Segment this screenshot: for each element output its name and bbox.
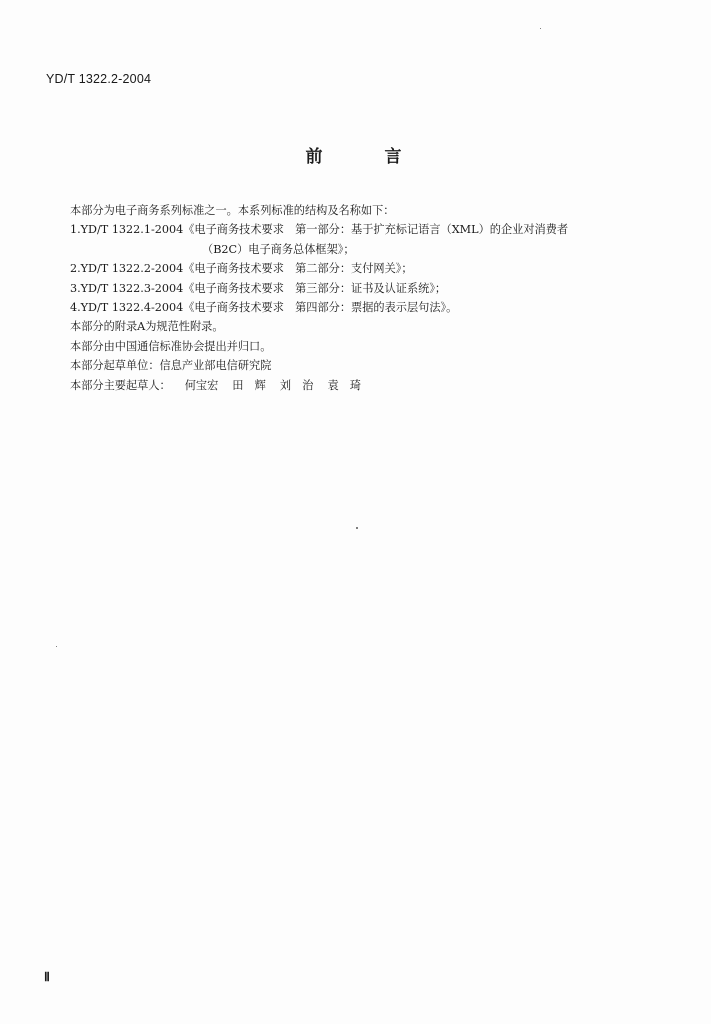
page-title: 前言 <box>305 147 464 167</box>
proposer-note: 本部分由中国通信标准协会提出并归口。 <box>70 339 272 353</box>
scan-speck <box>356 527 358 529</box>
drafter-name: 刘 治 <box>279 378 314 392</box>
drafters-line <box>70 376 670 395</box>
drafters-label: 本部分主要起草人： <box>70 378 171 392</box>
standard-item-3: 3.YD/T 1322.3-2004《电子商务技术要求 第三部分：证书及认证系统》； <box>70 281 447 295</box>
document-code: YD/T 1322.2-2004 <box>46 72 152 86</box>
scan-speck <box>540 28 541 29</box>
standard-item-1-continuation: （B2C）电子商务总体框架》； <box>202 242 355 256</box>
standard-item-1: 1.YD/T 1322.1-2004《电子商务技术要求 第一部分：基于扩充标记语言（XML）的企业对消费者 <box>70 223 569 237</box>
drafter-name: 何宝宏 <box>184 378 219 392</box>
page-number: Ⅱ <box>44 970 50 984</box>
intro-line: 本部分为电子商务系列标准之一。本系列标准的结构及名称如下： <box>70 204 395 217</box>
drafting-unit: 本部分起草单位：信息产业部电信研究院 <box>70 359 272 373</box>
appendix-note: 本部分的附录A为规范性附录。 <box>70 320 224 334</box>
preface-body <box>70 201 670 395</box>
standard-item-2: 2.YD/T 1322.2-2004《电子商务技术要求 第二部分：支付网关》； <box>70 262 413 276</box>
drafter-name: 袁 琦 <box>327 378 362 392</box>
drafter-name: 田 辉 <box>232 378 266 392</box>
standard-item-4: 4.YD/T 1322.4-2004《电子商务技术要求 第四部分：票据的表示层句法》。 <box>70 301 458 315</box>
scan-speck <box>56 646 57 647</box>
